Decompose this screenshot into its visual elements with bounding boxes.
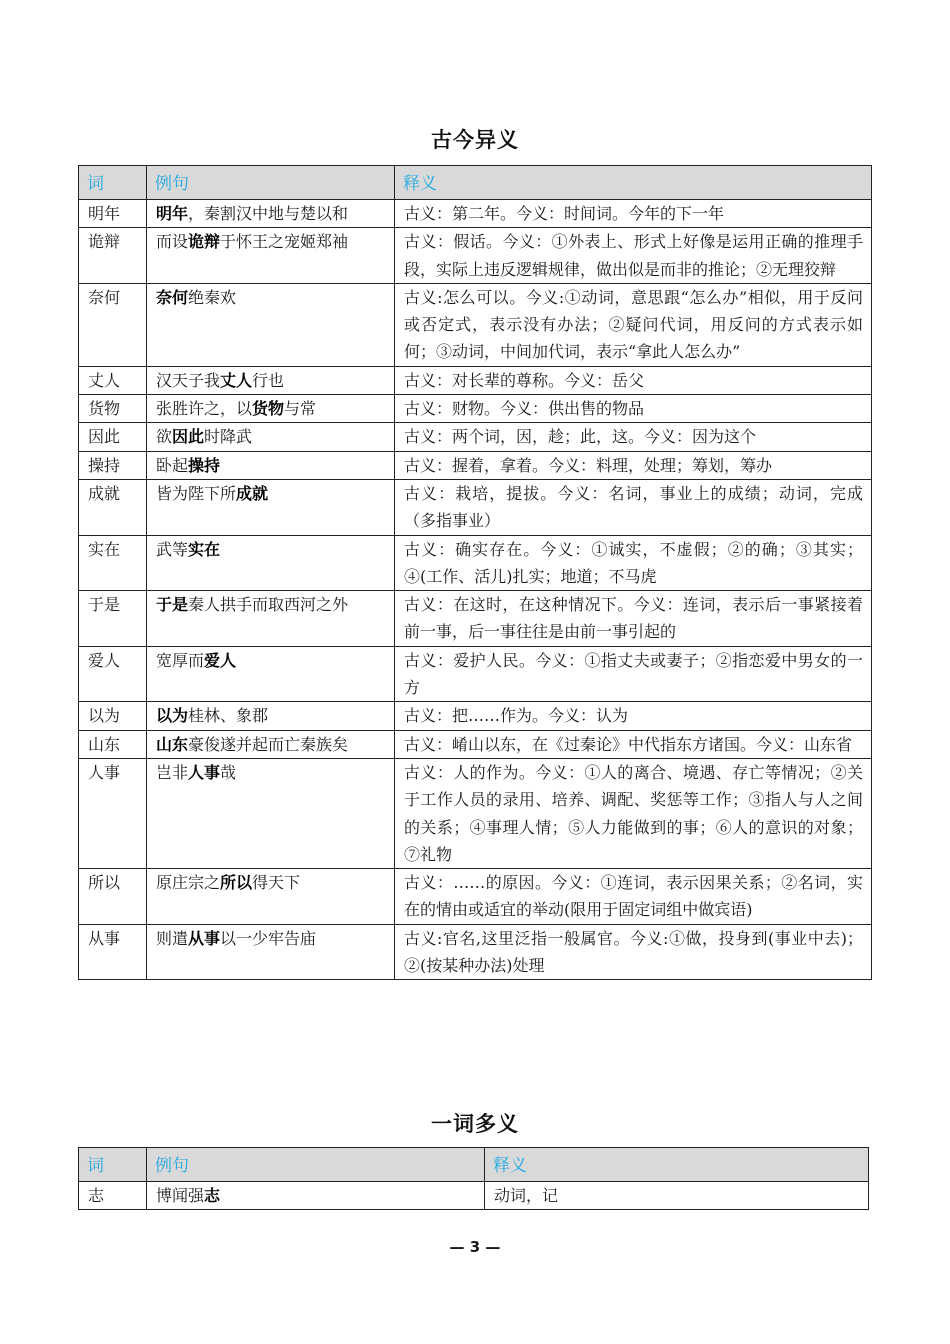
meaning-cell: 古义:怎么可以。今义:①动词，意思跟“怎么办”相似，用于反问或否定式，表示没有办法；②疑问代词，用反问的方式表示如何；③动词，中间加代词，表示“拿此人怎么办” bbox=[395, 283, 872, 366]
table-row bbox=[79, 702, 872, 730]
table-row bbox=[79, 366, 872, 394]
table-header-row bbox=[79, 166, 872, 200]
table-body-gujin bbox=[79, 200, 872, 980]
example-cell bbox=[147, 535, 395, 591]
table-row bbox=[79, 924, 872, 980]
example-keyword: 丈人 bbox=[220, 370, 253, 390]
header-example: 例句 bbox=[147, 166, 395, 200]
example-keyword: 所以 bbox=[220, 873, 253, 893]
example-keyword: 货物 bbox=[252, 399, 285, 419]
header-word: 词 bbox=[79, 166, 147, 200]
example-keyword: 明年 bbox=[156, 204, 189, 223]
example-cell bbox=[147, 702, 395, 730]
meaning-cell: 古义：假话。今义：①外表上、形式上好像是运用正确的推理手段，实际上违反逻辑规律，做出似是而非的推论；②无理狡辩 bbox=[395, 228, 872, 284]
example-keyword: 以为 bbox=[156, 706, 189, 726]
example-text-before: 则遣 bbox=[156, 928, 189, 948]
term-cell: 实在 bbox=[79, 535, 147, 591]
example-cell bbox=[147, 1182, 485, 1210]
example-text-after: 于怀王之宠姬郑袖 bbox=[220, 232, 349, 252]
example-cell bbox=[147, 730, 395, 758]
meaning-cell: 古义：爱护人民。今义：①指丈夫或妻子；②指恋爱中男女的一方 bbox=[395, 646, 872, 702]
example-text-after: 豪俊遂并起而亡秦族矣 bbox=[188, 734, 349, 754]
example-cell bbox=[147, 283, 395, 366]
term-cell: 所以 bbox=[79, 869, 147, 925]
term-cell: 以为 bbox=[79, 702, 147, 730]
example-text-after: 行也 bbox=[252, 370, 285, 390]
meaning-cell: 古义：对长辈的尊称。今义：岳父 bbox=[395, 366, 872, 394]
term-cell: 爱人 bbox=[79, 646, 147, 702]
example-text-after: ，秦割汉中地与楚以和 bbox=[188, 204, 349, 223]
example-text-after: 得天下 bbox=[252, 873, 301, 893]
example-text-before: 博闻强 bbox=[156, 1186, 205, 1205]
meaning-cell: 动词，记 bbox=[485, 1182, 869, 1210]
term-cell: 操持 bbox=[79, 451, 147, 479]
example-text-after: 以一少牢告庙 bbox=[220, 928, 317, 948]
meaning-cell: 古义：……的原因。今义：①连词，表示因果关系；②名词，实在的情由或适宜的举动(限用于固定词组中做宾语) bbox=[395, 869, 872, 925]
meaning-cell: 古义：在这时，在这种情况下。今义：连词，表示后一事紧接着前一事，后一事往往是由前一事引起的 bbox=[395, 591, 872, 647]
table-row bbox=[79, 1182, 869, 1210]
table-gujin bbox=[78, 165, 872, 980]
table-body-yici bbox=[79, 1182, 869, 1210]
meaning-cell: 古义：栽培，提拔。今义：名词，事业上的成绩；动词，完成（多指事业） bbox=[395, 479, 872, 535]
table-row bbox=[79, 591, 872, 647]
term-cell: 于是 bbox=[79, 591, 147, 647]
example-keyword: 因此 bbox=[172, 427, 205, 447]
header-word: 词 bbox=[79, 1148, 147, 1182]
table-row bbox=[79, 869, 872, 925]
table-row bbox=[79, 451, 872, 479]
example-text-before: 欲 bbox=[156, 427, 173, 447]
example-text-before: 武等 bbox=[156, 539, 189, 559]
example-cell bbox=[147, 924, 395, 980]
example-cell bbox=[147, 591, 395, 647]
example-keyword: 实在 bbox=[188, 539, 221, 559]
example-keyword: 于是 bbox=[156, 595, 189, 615]
example-text-after: 秦人拱手而取西河之外 bbox=[188, 595, 349, 615]
term-cell: 明年 bbox=[79, 200, 147, 228]
example-keyword: 操持 bbox=[188, 455, 221, 475]
table-row bbox=[79, 758, 872, 868]
meaning-cell: 古义：财物。今义：供出售的物品 bbox=[395, 395, 872, 423]
table-row bbox=[79, 423, 872, 451]
table-header-row bbox=[79, 1148, 869, 1182]
table-row bbox=[79, 228, 872, 284]
table-row bbox=[79, 535, 872, 591]
example-text-after: 哉 bbox=[220, 762, 237, 782]
example-keyword: 从事 bbox=[188, 928, 221, 948]
term-cell: 人事 bbox=[79, 758, 147, 868]
example-text-after: 绝秦欢 bbox=[188, 287, 237, 307]
term-cell: 山东 bbox=[79, 730, 147, 758]
example-text-before: 宽厚而 bbox=[156, 650, 205, 670]
section-title-gujin: 古今异义 bbox=[431, 128, 519, 152]
term-cell: 从事 bbox=[79, 924, 147, 980]
meaning-cell: 古义：确实存在。今义：①诚实，不虚假；②的确；③其实；④(工作、活儿)扎实；地道；不马虎 bbox=[395, 535, 872, 591]
example-cell bbox=[147, 200, 395, 228]
example-keyword: 诡辩 bbox=[188, 232, 221, 252]
example-keyword: 奈何 bbox=[156, 287, 189, 307]
example-text-before: 岂非 bbox=[156, 762, 189, 782]
example-cell bbox=[147, 479, 395, 535]
table-row bbox=[79, 646, 872, 702]
example-text-after: 与常 bbox=[284, 399, 317, 419]
example-keyword: 爱人 bbox=[204, 650, 237, 670]
example-text-before: 卧起 bbox=[156, 455, 189, 475]
example-text-before: 皆为陛下所 bbox=[156, 483, 237, 503]
example-text-before: 张胜许之，以 bbox=[156, 399, 253, 419]
term-cell: 成就 bbox=[79, 479, 147, 535]
example-text-after: 桂林、象郡 bbox=[188, 706, 269, 726]
table-row bbox=[79, 200, 872, 228]
meaning-cell: 古义：两个词，因，趁；此，这。今义：因为这个 bbox=[395, 423, 872, 451]
example-keyword: 志 bbox=[204, 1186, 221, 1205]
meaning-cell: 古义：握着，拿着。今义：料理，处理；筹划，筹办 bbox=[395, 451, 872, 479]
term-cell: 奈何 bbox=[79, 283, 147, 366]
header-example: 例句 bbox=[147, 1148, 485, 1182]
term-cell: 丈人 bbox=[79, 366, 147, 394]
example-keyword: 山东 bbox=[156, 734, 189, 754]
meaning-cell: 古义:官名,这里泛指一般属官。今义:①做，投身到(事业中去)；②(按某种办法)处理 bbox=[395, 924, 872, 980]
section-title-yici: 一词多义 bbox=[431, 1112, 519, 1136]
example-keyword: 人事 bbox=[188, 762, 221, 782]
term-cell: 志 bbox=[79, 1182, 147, 1210]
meaning-cell: 古义：把……作为。今义：认为 bbox=[395, 702, 872, 730]
header-meaning: 释义 bbox=[395, 166, 872, 200]
table-row bbox=[79, 479, 872, 535]
example-keyword: 成就 bbox=[236, 483, 269, 503]
example-text-before: 汉天子我 bbox=[156, 370, 221, 390]
term-cell: 因此 bbox=[79, 423, 147, 451]
table-yici bbox=[78, 1147, 869, 1210]
example-text-before: 而设 bbox=[156, 232, 189, 252]
table-row bbox=[79, 283, 872, 366]
meaning-cell: 古义：第二年。今义：时间词。今年的下一年 bbox=[395, 200, 872, 228]
page-number: — 3 — bbox=[449, 1238, 501, 1256]
example-cell bbox=[147, 228, 395, 284]
example-cell bbox=[147, 366, 395, 394]
example-cell bbox=[147, 869, 395, 925]
table-row bbox=[79, 730, 872, 758]
example-text-before: 原庄宗之 bbox=[156, 873, 221, 893]
example-cell bbox=[147, 395, 395, 423]
term-cell: 诡辩 bbox=[79, 228, 147, 284]
meaning-cell: 古义：人的作为。今义：①人的离合、境遇、存亡等情况；②关于工作人员的录用、培养、调配、奖惩等工作；③指人与人之间的关系；④事理人情；⑤人力能做到的事；⑥人的意识的对象；⑦礼物 bbox=[395, 758, 872, 868]
example-cell bbox=[147, 646, 395, 702]
example-text-after: 时降武 bbox=[204, 427, 253, 447]
table-row bbox=[79, 395, 872, 423]
header-meaning: 释义 bbox=[485, 1148, 869, 1182]
meaning-cell: 古义：崤山以东，在《过秦论》中代指东方诸国。今义：山东省 bbox=[395, 730, 872, 758]
example-cell bbox=[147, 758, 395, 868]
example-cell bbox=[147, 423, 395, 451]
term-cell: 货物 bbox=[79, 395, 147, 423]
example-cell bbox=[147, 451, 395, 479]
